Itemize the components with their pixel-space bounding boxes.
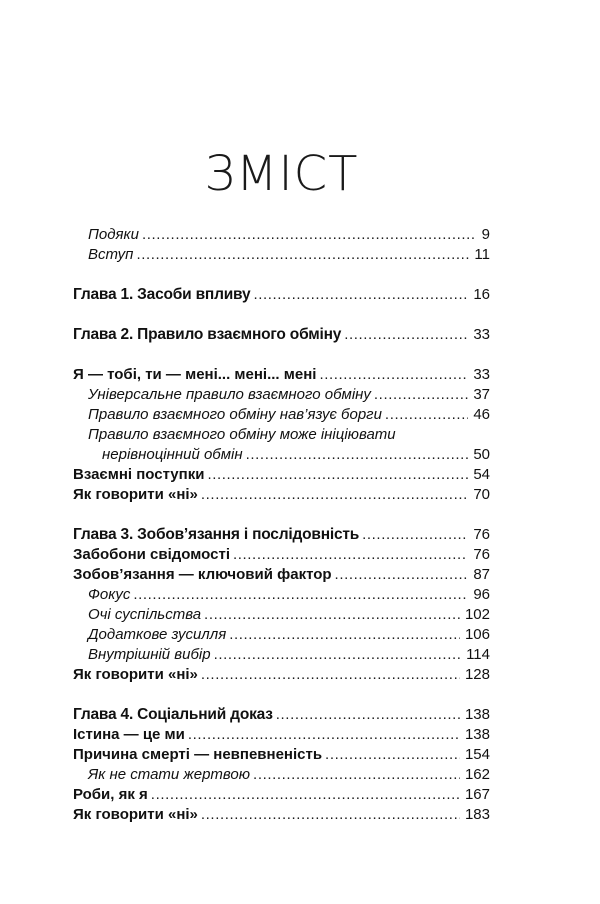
toc-row bbox=[73, 526, 490, 546]
toc-entry-label: Фокус bbox=[88, 586, 131, 603]
toc-dot-leader bbox=[253, 286, 468, 303]
toc-dot-leader bbox=[276, 706, 460, 723]
toc-dot-leader bbox=[253, 766, 460, 783]
toc-entry-page: 87 bbox=[473, 566, 490, 583]
toc-row bbox=[73, 706, 490, 726]
toc-row bbox=[73, 646, 490, 666]
toc-entry-label: Правило взаємного обміну нав’язує борги bbox=[88, 406, 382, 423]
toc-row bbox=[73, 426, 490, 446]
toc-entry-page: 162 bbox=[464, 766, 490, 783]
toc-dot-leader bbox=[229, 626, 460, 643]
toc-row bbox=[73, 566, 490, 586]
toc-entry-label: Як не стати жертвою bbox=[88, 766, 251, 783]
toc-entry-label: Зобов’язання — ключовий фактор bbox=[73, 566, 332, 583]
toc-dot-leader bbox=[344, 326, 468, 343]
toc-entry-page: 70 bbox=[473, 486, 490, 503]
toc-dot-leader bbox=[201, 666, 460, 683]
toc-dot-leader bbox=[207, 466, 468, 483]
toc-entry-label: Як говорити «ні» bbox=[73, 486, 198, 503]
toc-entry-page: 54 bbox=[473, 466, 490, 483]
toc-entry-label: Універсальне правило взаємного обміну bbox=[88, 386, 371, 403]
toc-entry-label: Глава 2. Правило взаємного обміну bbox=[73, 326, 342, 343]
toc-dot-leader bbox=[136, 246, 469, 263]
toc-entry-label: Як говорити «ні» bbox=[73, 806, 198, 823]
toc-row bbox=[73, 486, 490, 506]
toc-row bbox=[73, 606, 490, 626]
toc-entry-page: 46 bbox=[473, 406, 490, 423]
toc-entry-page: 106 bbox=[464, 626, 490, 643]
toc-row bbox=[73, 806, 490, 826]
toc-dot-leader bbox=[319, 366, 468, 383]
toc-dot-leader bbox=[188, 726, 460, 743]
toc-entry-page: 102 bbox=[464, 606, 490, 623]
page-title: ЗМІСТ bbox=[204, 146, 359, 202]
toc-entry-label: Глава 3. Зобов’язання і послідовність bbox=[73, 526, 360, 543]
toc-entry-page: 33 bbox=[473, 326, 490, 343]
toc-row bbox=[73, 386, 490, 406]
toc-entry-label: Роби, як я bbox=[73, 786, 148, 803]
toc-dot-leader bbox=[335, 566, 469, 583]
toc-entry-page: 76 bbox=[473, 526, 490, 543]
toc-entry-label: Очі суспільства bbox=[88, 606, 202, 623]
toc-row bbox=[73, 406, 490, 426]
toc-entry-label: Я — тобі, ти — мені... мені... мені bbox=[73, 366, 317, 383]
toc-row bbox=[73, 746, 490, 766]
toc-entry-label: Внутрішній вибір bbox=[88, 646, 211, 663]
toc-row bbox=[73, 466, 490, 486]
toc-entry-label: Як говорити «ні» bbox=[73, 666, 198, 683]
toc-row bbox=[73, 226, 490, 246]
toc-entry-page: 37 bbox=[473, 386, 490, 403]
toc-row bbox=[73, 246, 490, 266]
toc-entry-label: Правило взаємного обміну може ініціювати bbox=[88, 426, 396, 443]
toc-dot-leader bbox=[385, 406, 468, 423]
toc-row bbox=[73, 446, 490, 466]
toc-entry-page: 11 bbox=[474, 246, 490, 263]
toc-row bbox=[73, 366, 490, 386]
toc-entry-page: 154 bbox=[464, 746, 490, 763]
toc-entry-label: Подяки bbox=[88, 226, 139, 243]
toc-dot-leader bbox=[201, 806, 460, 823]
toc-entry-page: 167 bbox=[464, 786, 490, 803]
toc-row bbox=[73, 786, 490, 806]
toc-entry-page: 76 bbox=[473, 546, 490, 563]
toc-dot-leader bbox=[214, 646, 461, 663]
toc-entry-label: Вступ bbox=[88, 246, 134, 263]
toc-entry-label: Забобони свідомості bbox=[73, 546, 230, 563]
toc-entry-label: Додаткове зусилля bbox=[88, 626, 227, 643]
toc-dot-leader bbox=[246, 446, 469, 463]
toc-row bbox=[73, 666, 490, 686]
toc-entry-page: 138 bbox=[464, 726, 490, 743]
toc-entry-page: 114 bbox=[466, 646, 490, 663]
toc-entry-label: Причина смерті — невпевненість bbox=[73, 746, 323, 763]
toc-dot-leader bbox=[201, 486, 468, 503]
toc-dot-leader bbox=[204, 606, 460, 623]
toc-row bbox=[73, 726, 490, 746]
toc-entry-label: Глава 4. Соціальний доказ bbox=[73, 706, 273, 723]
toc-dot-leader bbox=[142, 226, 477, 243]
toc-dot-leader bbox=[362, 526, 468, 543]
toc-entry-page: 96 bbox=[473, 586, 490, 603]
toc-entry-page: 183 bbox=[464, 806, 490, 823]
toc-entry-page: 16 bbox=[473, 286, 490, 303]
toc-dot-leader bbox=[233, 546, 468, 563]
toc-row bbox=[73, 626, 490, 646]
toc-entry-page: 9 bbox=[481, 226, 490, 243]
toc-list bbox=[73, 226, 490, 826]
toc-dot-leader bbox=[151, 786, 460, 803]
toc-entry-page: 138 bbox=[464, 706, 490, 723]
toc-row bbox=[73, 326, 490, 346]
toc-entry-label: нерівноцінний обмін bbox=[102, 446, 243, 463]
toc-dot-leader bbox=[325, 746, 460, 763]
toc-dot-leader bbox=[374, 386, 468, 403]
toc-entry-label: Глава 1. Засоби впливу bbox=[73, 286, 251, 303]
toc-entry-label: Істина — це ми bbox=[73, 726, 185, 743]
toc-entry-page: 128 bbox=[464, 666, 490, 683]
toc-row bbox=[73, 546, 490, 566]
toc-row bbox=[73, 766, 490, 786]
toc-entry-label: Взаємні поступки bbox=[73, 466, 205, 483]
toc-entry-page: 33 bbox=[473, 366, 490, 383]
toc-row bbox=[73, 286, 490, 306]
toc-row bbox=[73, 586, 490, 606]
toc-entry-page: 50 bbox=[473, 446, 490, 463]
toc-dot-leader bbox=[133, 586, 468, 603]
